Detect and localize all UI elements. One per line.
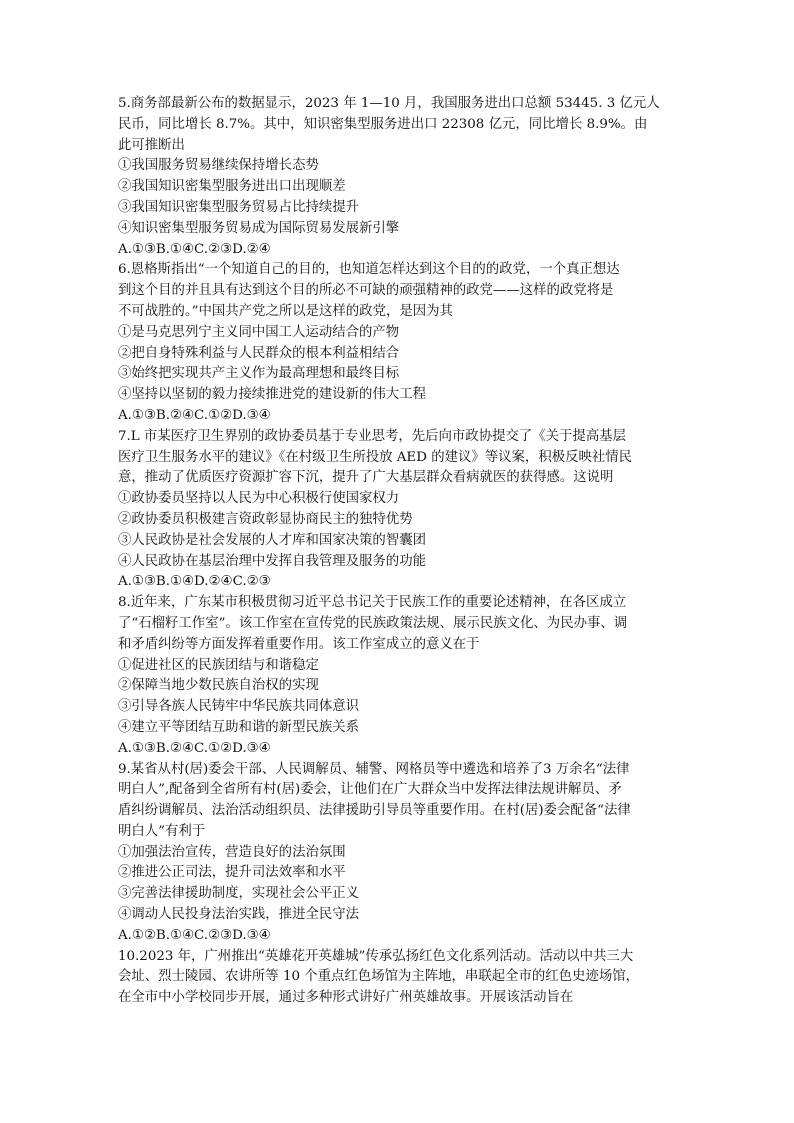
option-1: ①政协委员坚持以人民为中心积极行使国家权力 [118,491,400,507]
question-stem-line: 了“石榴籽工作室”。该工作室在宣传党的民族政策法规、展示民族文化、为民办事、调 [118,615,628,631]
question-stem-line: 此可推断出 [118,137,185,153]
question-stem-line: 明白人”,配备到全省所有村(居)委会，让他们在广大群众当中发挥法律法规讲解员、矛 [118,782,622,798]
question-stem-line: 到这个目的并且具有达到这个目的所必不可缺的顽强精神的政党——这样的政党将是 [118,283,614,299]
question-stem-line: 8.近年来，广东某市积极贯彻习近平总书记关于民族工作的重要论述精神，在各区成立 [118,595,627,611]
option-2: ②保障当地少数民族自治权的实现 [118,678,319,694]
option-1: ①我国服务贸易继续保持增长态势 [118,158,319,174]
question-stem-line: 明白人”有利于 [118,823,206,839]
answer-choices: A.①③B.②④C.①②D.③④ [118,407,271,423]
question-stem-line: 医疗卫生服务水平的建议》《在村级卫生所投放 AED 的建议》等议案，积极反映社情民 [118,449,633,465]
question-stem-line: 9.某省从村(居)委会干部、人民调解员、辅警、网格员等中遴选和培养了3 万余名“法律 [118,761,630,777]
question-stem-line: 盾纠纷调解员、法治活动组织员、法律援助引导员等重要作用。在村(居)委会配备“法律 [118,803,631,819]
question-8 [118,593,684,759]
option-3: ③我国知识密集型服务贸易占比持续提升 [118,199,360,215]
question-stem-line: 7.L 市某医疗卫生界别的政协委员基于专业思考，先后向市政协提交了《关于提高基层 [118,428,626,444]
question-stem-line: 和矛盾纠纷等方面发挥着重要作用。该工作室成立的意义在于 [118,636,480,652]
option-4: ④人民政协在基层治理中发挥自我管理及服务的功能 [118,553,426,569]
option-1: ①加强法治宣传，营造良好的法治氛围 [118,844,346,860]
question-stem-line: 在全市中小学校同步开展，通过多种形式讲好广州英雄故事。开展该活动旨在 [118,990,574,1006]
option-3: ③完善法律援助制度，实现社会公平正义 [118,886,360,902]
question-stem-line: 会址、烈士陵园、农讲所等 10 个重点红色场馆为主阵地，串联起全市的红色史迹场馆， [118,969,640,985]
option-4: ④建立平等团结互助和谐的新型民族关系 [118,719,360,735]
answer-choices: A.①②B.①④C.②③D.③④ [118,927,271,943]
question-stem-line: 10.2023 年，广州推出“英雄花开英雄城”传承弘扬红色文化系列活动。活动以中共三大 [118,948,634,964]
question-7 [118,427,684,593]
option-3: ③人民政协是社会发展的人才库和国家决策的智囊团 [118,532,426,548]
option-2: ②把自身特殊利益与人民群众的根本利益相结合 [118,345,400,361]
question-stem-line: 6.恩格斯指出“一个知道自己的目的，也知道怎样达到这个目的的政党，一个真正想达 [118,262,620,278]
option-2: ②政协委员积极建言资政彰显协商民主的独特优势 [118,511,413,527]
question-stem-line: 民币，同比增长 8.7%。其中，知识密集型服务进出口 22308 亿元，同比增长 8.9%。由 [118,116,648,132]
option-3: ③始终把实现共产主义作为最高理想和最终目标 [118,366,400,382]
question-stem-line: 5.商务部最新公布的数据显示，2023 年 1—10 月，我国服务进出口总额 53445. 3 亿元人 [118,96,660,111]
answer-choices: A.①③B.①④D.②④C.②③ [118,574,271,590]
exam-page [118,94,684,1009]
option-1: ①促进社区的民族团结与和谐稳定 [118,657,319,673]
question-stem-line: 意，推动了优质医疗资源扩容下沉，提升了广大基层群众看病就医的获得感。这说明 [118,470,614,486]
question-6 [118,260,684,426]
option-3: ③引导各族人民铸牢中华民族共同体意识 [118,699,360,715]
question-10 [118,947,684,1009]
question-5 [118,94,684,260]
option-4: ④知识密集型服务贸易成为国际贸易发展新引擎 [118,220,400,236]
answer-choices: A.①③B.①④C.②③D.②④ [118,241,271,257]
option-4: ④坚持以坚韧的毅力接续推进党的建设新的伟大工程 [118,387,426,403]
option-4: ④调动人民投身法治实践，推进全民守法 [118,907,360,923]
option-2: ②推进公正司法，提升司法效率和水平 [118,865,346,881]
option-1: ①是马克思列宁主义同中国工人运动结合的产物 [118,324,400,340]
question-stem-line: 不可战胜的。”中国共产党之所以是这样的政党，是因为其 [118,303,453,319]
option-2: ②我国知识密集型服务进出口出现顺差 [118,179,346,195]
question-9 [118,760,684,947]
answer-choices: A.①③B.②④C.①②D.③④ [118,740,271,756]
